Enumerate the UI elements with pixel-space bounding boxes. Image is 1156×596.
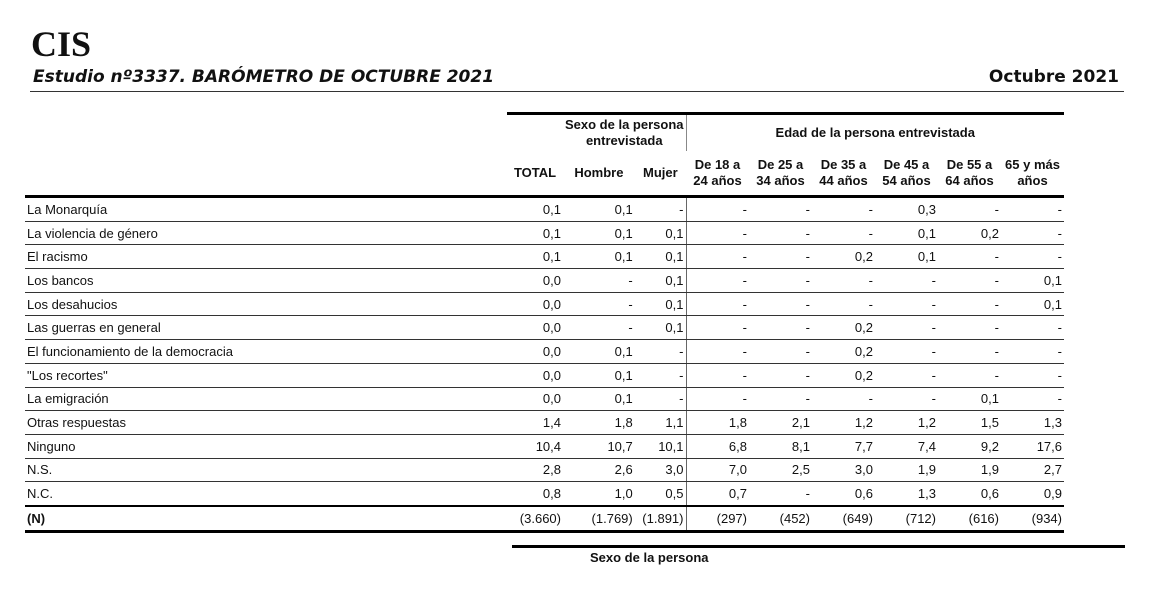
table-cell: 2,7 [1001,458,1064,482]
table-cell: 0,2 [938,221,1001,245]
header-rule [30,91,1124,92]
table-cell: - [635,363,686,387]
table-cell: 0,5 [635,482,686,506]
table-cell: (297) [686,506,749,531]
table-cell: 0,1 [507,197,563,222]
table-cell: 0,6 [938,482,1001,506]
table-cell: - [875,363,938,387]
column-header-7: De 55 a 64 años [938,151,1001,197]
row-label: El funcionamiento de la democracia [25,340,507,364]
table-row [25,197,1064,222]
table-cell: - [749,221,812,245]
table-cell: - [875,269,938,293]
table-cell: - [938,269,1001,293]
header-total-spacer [507,114,563,152]
row-label: Los desahucios [25,292,507,316]
table-cell: (1.769) [563,506,635,531]
table-cell: 0,1 [563,221,635,245]
table-cell: (3.660) [507,506,563,531]
table-cell: 1,5 [938,411,1001,435]
row-label: (N) [25,506,507,531]
table-cell: - [1001,197,1064,222]
table-cell: 1,2 [812,411,875,435]
table-cell: 0,7 [686,482,749,506]
row-label: "Los recortes" [25,363,507,387]
table-cell: 7,4 [875,434,938,458]
table-cell: 6,8 [686,434,749,458]
table-row [25,292,1064,316]
table-cell: 3,0 [812,458,875,482]
table-row [25,340,1064,364]
table-cell: - [1001,316,1064,340]
table-cell: (649) [812,506,875,531]
table-cell: 0,1 [635,245,686,269]
column-header-4: De 25 a 34 años [749,151,812,197]
table-cell: - [635,387,686,411]
table-cell: - [812,269,875,293]
table-cell: 2,1 [749,411,812,435]
row-label: N.S. [25,458,507,482]
sample-size-row [25,506,1064,531]
table-cell: 0,2 [812,363,875,387]
table-cell: - [686,340,749,364]
table-cell: (616) [938,506,1001,531]
table-cell: - [938,363,1001,387]
table-row [25,458,1064,482]
table-cell: - [1001,387,1064,411]
table-cell: 0,1 [875,221,938,245]
column-header-8: 65 y más años [1001,151,1064,197]
table-cell: 0,1 [507,221,563,245]
table-cell: - [1001,245,1064,269]
table-cell: 1,2 [875,411,938,435]
table-cell: - [749,292,812,316]
table-row [25,221,1064,245]
table-row [25,411,1064,435]
table-cell: - [749,245,812,269]
table-cell: 0,1 [507,245,563,269]
table-cell: - [749,316,812,340]
table-cell: 0,0 [507,292,563,316]
table-cell: - [749,387,812,411]
table-cell: 0,1 [635,316,686,340]
table-cell: 2,5 [749,458,812,482]
table-cell: 0,2 [812,316,875,340]
table-cell: 1,8 [686,411,749,435]
table-cell: 1,0 [563,482,635,506]
table-cell: 0,8 [507,482,563,506]
table-cell: - [686,221,749,245]
row-label: Otras respuestas [25,411,507,435]
table-cell: 2,6 [563,458,635,482]
table-cell: 1,3 [1001,411,1064,435]
table-row [25,269,1064,293]
table-cell: - [875,292,938,316]
table-cell: 0,0 [507,316,563,340]
table-cell: - [635,340,686,364]
group-sex-header: Sexo de la persona entrevistada [563,114,686,152]
table-cell: - [686,387,749,411]
table-cell: - [812,292,875,316]
table-cell: - [812,221,875,245]
row-label: La violencia de género [25,221,507,245]
group-age-header: Edad de la persona entrevistada [686,114,1064,152]
table-cell: 0,1 [563,245,635,269]
study-title: Estudio nº3337. BARÓMETRO DE OCTUBRE 2021 [33,67,495,87]
table-cell: 0,0 [507,340,563,364]
results-table [25,112,1064,533]
table-cell: 1,9 [938,458,1001,482]
table-cell: - [686,292,749,316]
table-cell: 0,2 [812,245,875,269]
table-cell: 3,0 [635,458,686,482]
table-cell: 0,1 [635,269,686,293]
table-row [25,387,1064,411]
table-cell: 0,1 [875,245,938,269]
table-cell: 0,1 [563,340,635,364]
row-label: El racismo [25,245,507,269]
table-cell: - [686,269,749,293]
table-cell: 1,1 [635,411,686,435]
column-header-2: Mujer [635,151,686,197]
table-cell: 0,1 [1001,292,1064,316]
table-cell: - [635,197,686,222]
table-cell: 8,1 [749,434,812,458]
table-cell: - [875,387,938,411]
next-table-rule [512,545,1125,548]
column-header-3: De 18 a 24 años [686,151,749,197]
table-cell: 9,2 [938,434,1001,458]
table-cell: - [812,197,875,222]
table-cell: - [749,269,812,293]
table-cell: 0,9 [1001,482,1064,506]
table-cell: - [686,316,749,340]
next-table-cut-header: Sexo de la persona [590,550,709,565]
table-cell: - [938,316,1001,340]
column-header-0: TOTAL [507,151,563,197]
cis-logo: CIS [31,24,92,64]
column-header-5: De 35 a 44 años [812,151,875,197]
table-cell: 10,1 [635,434,686,458]
table-cell: 0,2 [812,340,875,364]
table-cell: 17,6 [1001,434,1064,458]
table-cell: 0,1 [635,292,686,316]
table-cell: 0,3 [875,197,938,222]
table-cell: - [749,340,812,364]
table-cell: 0,6 [812,482,875,506]
table-cell: 1,4 [507,411,563,435]
table-cell: - [938,340,1001,364]
table-cell: - [563,292,635,316]
table-cell: - [875,340,938,364]
row-label: N.C. [25,482,507,506]
table-cell: - [686,245,749,269]
table-cell: - [1001,221,1064,245]
table-cell: - [563,316,635,340]
table-cell: - [686,197,749,222]
table-cell: - [1001,340,1064,364]
table-cell: - [1001,363,1064,387]
table-cell: 10,4 [507,434,563,458]
table-cell: 0,0 [507,387,563,411]
table-cell: - [749,482,812,506]
table-cell: - [686,363,749,387]
table-cell: 1,9 [875,458,938,482]
row-label: Las guerras en general [25,316,507,340]
row-label: La emigración [25,387,507,411]
table-cell: 0,1 [563,387,635,411]
table-cell: - [812,387,875,411]
row-label: Ninguno [25,434,507,458]
table-cell: 1,3 [875,482,938,506]
table-cell: 10,7 [563,434,635,458]
table-cell: - [749,363,812,387]
table-cell: - [938,245,1001,269]
table-cell: 2,8 [507,458,563,482]
study-date: Octubre 2021 [988,67,1119,87]
table-cell: - [875,316,938,340]
table-cell: 0,0 [507,363,563,387]
table-cell: 7,0 [686,458,749,482]
table-row [25,482,1064,506]
table-cell: (1.891) [635,506,686,531]
table-cell: - [749,197,812,222]
table-row [25,434,1064,458]
table-cell: - [938,197,1001,222]
table-cell: 0,1 [635,221,686,245]
column-header-1: Hombre [563,151,635,197]
row-label: Los bancos [25,269,507,293]
table-cell: 7,7 [812,434,875,458]
row-label: La Monarquía [25,197,507,222]
table-cell: 0,1 [938,387,1001,411]
table-cell: (934) [1001,506,1064,531]
table-cell: 1,8 [563,411,635,435]
table-cell: 0,1 [563,197,635,222]
table-cell: 0,1 [1001,269,1064,293]
table-cell: - [563,269,635,293]
table-cell: 0,1 [563,363,635,387]
table-row [25,245,1064,269]
header-blank [25,114,507,152]
header-label-blank [25,151,507,197]
table-cell: - [938,292,1001,316]
table-cell: 0,0 [507,269,563,293]
table-row [25,363,1064,387]
table-cell: (712) [875,506,938,531]
table-row [25,316,1064,340]
column-header-6: De 45 a 54 años [875,151,938,197]
table-cell: (452) [749,506,812,531]
